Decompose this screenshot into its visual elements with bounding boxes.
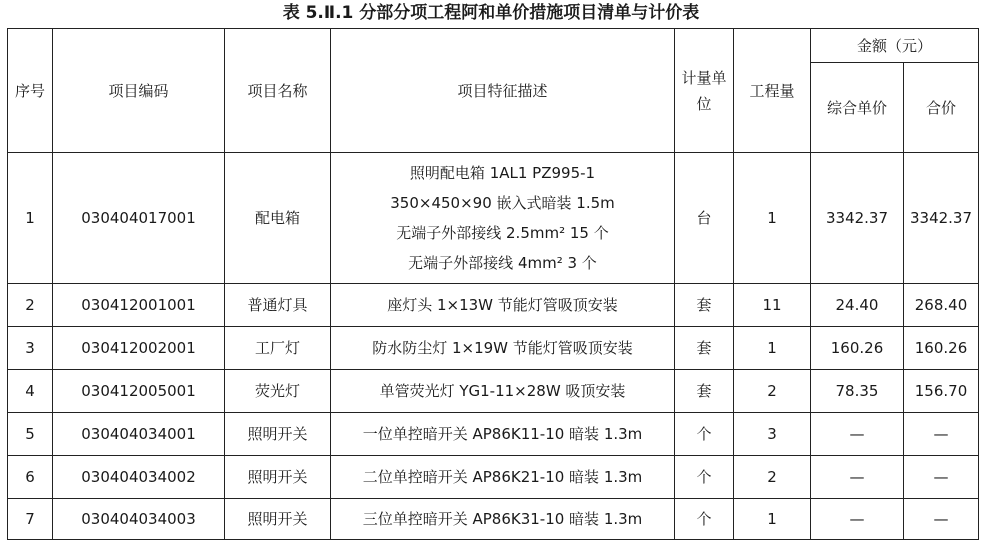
row-desc: 一位单控暗开关 AP86K11-10 暗装 1.3m	[331, 413, 675, 456]
header-row-top	[8, 29, 979, 63]
row-name: 配电箱	[225, 153, 331, 284]
row-desc	[331, 153, 675, 284]
row-desc: 单管荧光灯 YG1-11×28W 吸顶安装	[331, 370, 675, 413]
row-unit-price: 3342.37	[811, 153, 904, 284]
row-total: —	[904, 499, 979, 540]
row-unit: 个	[675, 413, 734, 456]
row-qty: 3	[734, 413, 811, 456]
table-row	[8, 327, 979, 370]
header-amount: 金额（元）	[811, 29, 979, 63]
table-row	[8, 499, 979, 540]
row-seq: 6	[8, 456, 53, 499]
row-desc: 座灯头 1×13W 节能灯管吸顶安装	[331, 284, 675, 327]
row-seq: 3	[8, 327, 53, 370]
header-name: 项目名称	[225, 29, 331, 153]
row-seq: 7	[8, 499, 53, 540]
row-qty: 1	[734, 499, 811, 540]
row-code: 030404034002	[53, 456, 225, 499]
row-unit-price: —	[811, 456, 904, 499]
row-code: 030404034003	[53, 499, 225, 540]
table-row	[8, 456, 979, 499]
row-name: 工厂灯	[225, 327, 331, 370]
row-unit-price: —	[811, 413, 904, 456]
row-unit: 套	[675, 327, 734, 370]
row-desc: 二位单控暗开关 AP86K21-10 暗装 1.3m	[331, 456, 675, 499]
row-seq: 5	[8, 413, 53, 456]
row-code: 030412002001	[53, 327, 225, 370]
row-unit-price: 160.26	[811, 327, 904, 370]
row-total: 156.70	[904, 370, 979, 413]
row-total: 268.40	[904, 284, 979, 327]
row-unit-price: 78.35	[811, 370, 904, 413]
header-desc: 项目特征描述	[331, 29, 675, 153]
row-name: 照明开关	[225, 413, 331, 456]
row-code: 030412001001	[53, 284, 225, 327]
row-code: 030404034001	[53, 413, 225, 456]
header-code: 项目编码	[53, 29, 225, 153]
row-seq: 4	[8, 370, 53, 413]
row-desc-line: 350×450×90 嵌入式暗装 1.5m	[390, 194, 615, 212]
header-seq: 序号	[8, 29, 53, 153]
row-unit: 台	[675, 153, 734, 284]
table-row	[8, 413, 979, 456]
row-unit: 套	[675, 370, 734, 413]
row-total: 3342.37	[904, 153, 979, 284]
row-total: —	[904, 413, 979, 456]
row-qty: 1	[734, 327, 811, 370]
row-desc-line: 无端子外部接线 2.5mm² 15 个	[396, 224, 609, 242]
row-unit-price: 24.40	[811, 284, 904, 327]
row-desc: 防水防尘灯 1×19W 节能灯管吸顶安装	[331, 327, 675, 370]
row-name: 荧光灯	[225, 370, 331, 413]
row-name: 普通灯具	[225, 284, 331, 327]
row-seq: 2	[8, 284, 53, 327]
table-row	[8, 284, 979, 327]
row-desc-line: 照明配电箱 1AL1 PZ995-1	[409, 164, 596, 182]
row-desc-line: 无端子外部接线 4mm² 3 个	[408, 254, 597, 272]
table-title: 表 5.Ⅱ.1 分部分项工程阿和单价措施项目清单与计价表	[282, 3, 700, 23]
row-code: 030412005001	[53, 370, 225, 413]
header-total: 合价	[904, 63, 979, 153]
row-qty: 2	[734, 456, 811, 499]
row-seq: 1	[8, 153, 53, 284]
row-code: 030404017001	[53, 153, 225, 284]
row-desc: 三位单控暗开关 AP86K31-10 暗装 1.3m	[331, 499, 675, 540]
table-row	[8, 153, 979, 284]
row-unit-price: —	[811, 499, 904, 540]
bill-of-quantities-table	[7, 28, 979, 540]
row-total: 160.26	[904, 327, 979, 370]
header-unit: 计量单位	[675, 29, 734, 153]
row-unit: 个	[675, 499, 734, 540]
row-qty: 2	[734, 370, 811, 413]
row-total: —	[904, 456, 979, 499]
row-qty: 1	[734, 153, 811, 284]
header-qty: 工程量	[734, 29, 811, 153]
table-row	[8, 370, 979, 413]
row-name: 照明开关	[225, 499, 331, 540]
row-name: 照明开关	[225, 456, 331, 499]
row-qty: 11	[734, 284, 811, 327]
header-unit-price: 综合单价	[811, 63, 904, 153]
row-unit: 个	[675, 456, 734, 499]
row-unit: 套	[675, 284, 734, 327]
